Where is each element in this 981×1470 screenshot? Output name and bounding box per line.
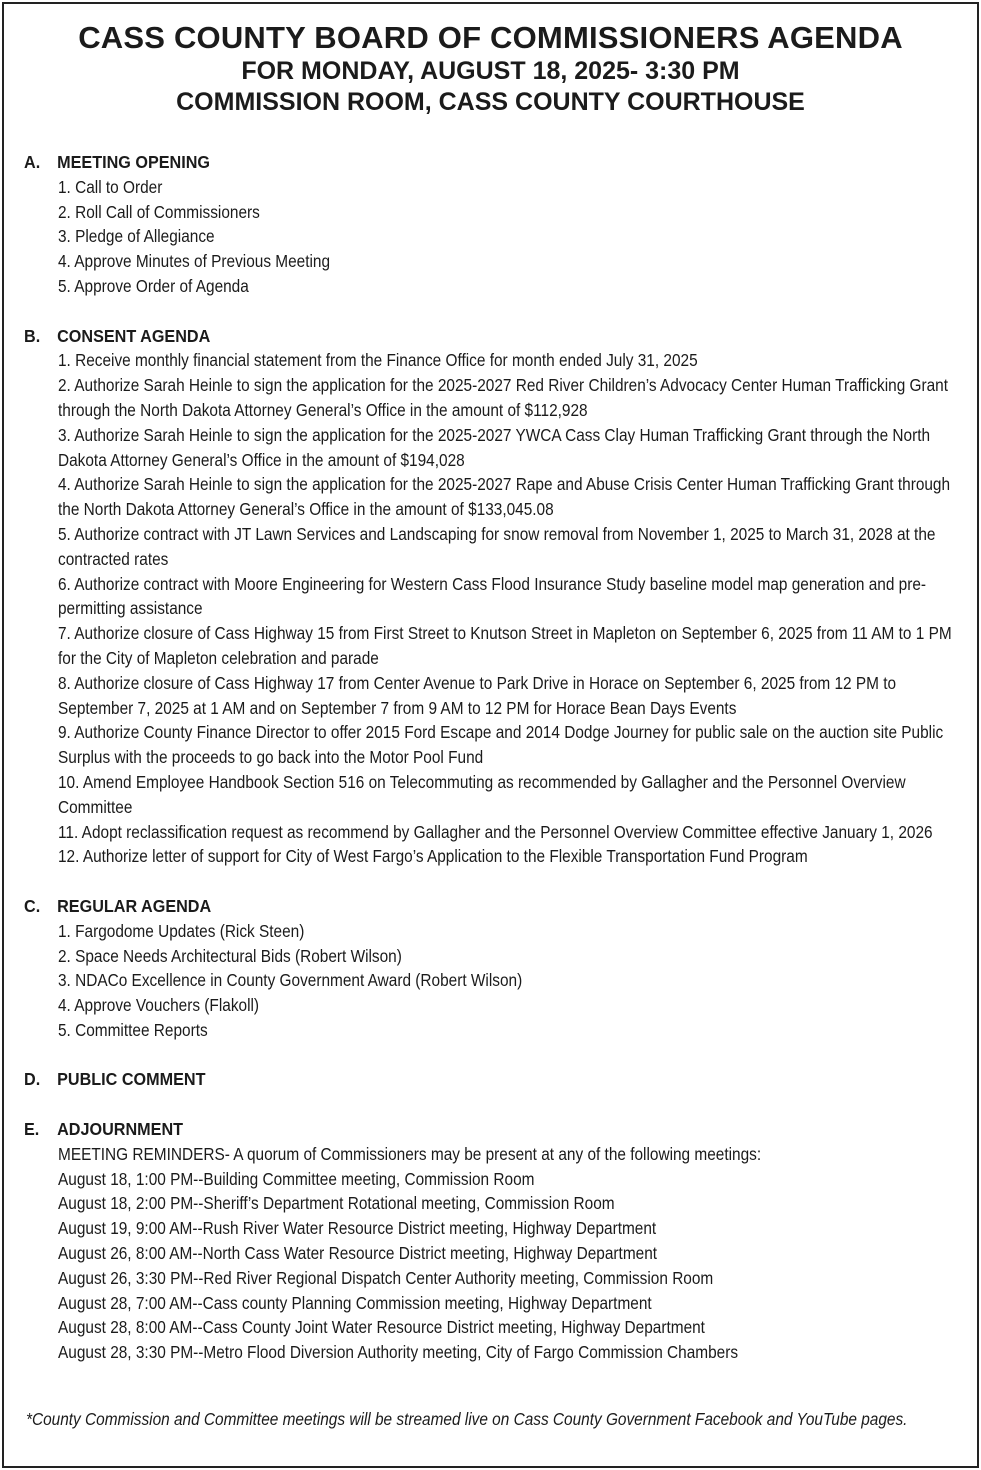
section-title: MEETING OPENING [57,152,211,172]
section-heading [24,894,888,919]
agenda-item: August 28, 8:00 AM--Cass County Joint Water Resource District meeting, Highway Department [58,1317,705,1338]
agenda-item: August 26, 3:30 PM--Red River Regional Dispatch Center Authority meeting, Commission Room [58,1267,714,1288]
section-items [58,1142,963,1365]
agenda-item: 11. Adopt reclassification request as recommend by Gallagher and the Personnel Overview Committee effective January 1, 2026 [58,821,933,842]
section-title: ADJOURNMENT [57,1119,184,1140]
agenda-item: 4. Approve Minutes of Previous Meeting [58,251,331,272]
meeting-location-line: COMMISSION ROOM, CASS COUNTY COURTHOUSE [176,88,805,116]
agenda-section [24,894,963,1043]
section-heading [24,1117,888,1142]
agenda-item: 7. Authorize closure of Cass Highway 15 from First Street to Knutson Street in Mapleton on September 6, 2025 from 11 AM to 1 PM for the City of Mapleton celebration and parade [58,623,952,668]
agenda-item: MEETING REMINDERS- A quorum of Commissioners may be present at any of the following meetings: [58,1143,762,1164]
agenda-frame [2,2,979,1468]
section-items [58,919,963,1043]
agenda-item: 12. Authorize letter of support for City of West Fargo’s Application to the Flexible Transportation Fund Program [58,846,808,867]
agenda-item: 5. Approve Order of Agenda [58,275,249,296]
agenda-item: August 18, 2:00 PM--Sheriff’s Department Rotational meeting, Commission Room [58,1193,615,1214]
section-letter: A. [24,152,41,172]
streaming-footnote: *County Commission and Committee meetings will be streamed live on Cass County Government Facebook and YouTube pages. [26,1409,908,1429]
meeting-date-line: FOR MONDAY, AUGUST 18, 2025- 3:30 PM [241,57,740,85]
agenda-item: August 18, 1:00 PM--Building Committee meeting, Commission Room [58,1168,535,1189]
section-title: PUBLIC COMMENT [57,1069,206,1090]
agenda-body [24,150,963,1390]
agenda-item: 1. Call to Order [58,176,163,197]
agenda-item: August 19, 9:00 AM--Rush River Water Resource District meeting, Highway Department [58,1218,657,1239]
agenda-item: 3. Authorize Sarah Heinle to sign the application for the 2025-2027 YWCA Cass Clay Human Trafficking Grant through the North Dakota Attorney General’s Office in the amount of $194,028 [58,424,931,470]
agenda-title: CASS COUNTY BOARD OF COMMISSIONERS AGENDA [78,20,903,55]
agenda-item: 1. Fargodome Updates (Rick Steen) [58,920,305,941]
agenda-item: August 28, 7:00 AM--Cass county Planning Commission meeting, Highway Department [58,1292,652,1313]
agenda-item: 2. Authorize Sarah Heinle to sign the application for the 2025-2027 Red River Children’s Advocacy Center Human Trafficking Grant through the North Dakota Attorney General’s Office in the amount of $112,928 [58,375,949,420]
agenda-item: 3. NDACo Excellence in County Government Award (Robert Wilson) [58,970,523,991]
agenda-item: 4. Approve Vouchers (Flakoll) [58,995,260,1016]
agenda-item: 2. Roll Call of Commissioners [58,201,260,222]
agenda-item: 5. Authorize contract with JT Lawn Services and Landscaping for snow removal from November 1, 2025 to March 31, 2028 at the contracted rates [58,523,936,569]
section-items [58,175,963,299]
section-letter: E. [24,1119,40,1140]
section-letter: C. [24,895,41,916]
agenda-section [24,1117,963,1365]
agenda-item: 6. Authorize contract with Moore Engineering for Western Cass Flood Insurance Study baseline model map generation and pre-permitting assistance [58,573,927,619]
agenda-section [24,1067,963,1092]
agenda-header [4,20,977,118]
agenda-item: August 28, 3:30 PM--Metro Flood Diversion Authority meeting, City of Fargo Commission Chambers [58,1342,739,1363]
agenda-section [24,324,963,870]
section-items [58,348,963,869]
agenda-item: 10. Amend Employee Handbook Section 516 on Telecommuting as recommended by Gallagher and the Personnel Overview Committee [58,771,906,817]
agenda-section [24,150,963,299]
section-letter: D. [24,1069,41,1090]
agenda-item: 9. Authorize County Finance Director to offer 2015 Ford Escape and 2014 Dodge Journey for public sale on the auction site Public Surplus with the proceeds to go back into the Motor Pool Fund [58,722,944,768]
section-heading [24,324,888,349]
section-heading [24,150,888,175]
agenda-item: 2. Space Needs Architectural Bids (Robert Wilson) [58,945,402,966]
agenda-item: August 26, 8:00 AM--North Cass Water Resource District meeting, Highway Department [58,1243,658,1264]
agenda-item: 1. Receive monthly financial statement from the Finance Office for month ended July 31, 2025 [58,350,698,371]
section-title: REGULAR AGENDA [57,895,212,916]
section-title: CONSENT AGENDA [57,325,211,346]
section-heading [24,1067,888,1092]
agenda-item: 5. Committee Reports [58,1019,208,1040]
section-letter: B. [24,325,41,346]
agenda-item: 4. Authorize Sarah Heinle to sign the application for the 2025-2027 Rape and Abuse Crisis Center Human Trafficking Grant through the North Dakota Attorney General’s Office in the amount of $133,045.08 [58,474,951,520]
agenda-item: 8. Authorize closure of Cass Highway 17 from Center Avenue to Park Drive in Horace on September 6, 2025 from 12 PM to September 7, 2025 at 1 AM and on September 7 from 9 AM to 12 PM for Horace Bean Days Events [58,672,897,718]
agenda-item: 3. Pledge of Allegiance [58,226,215,247]
